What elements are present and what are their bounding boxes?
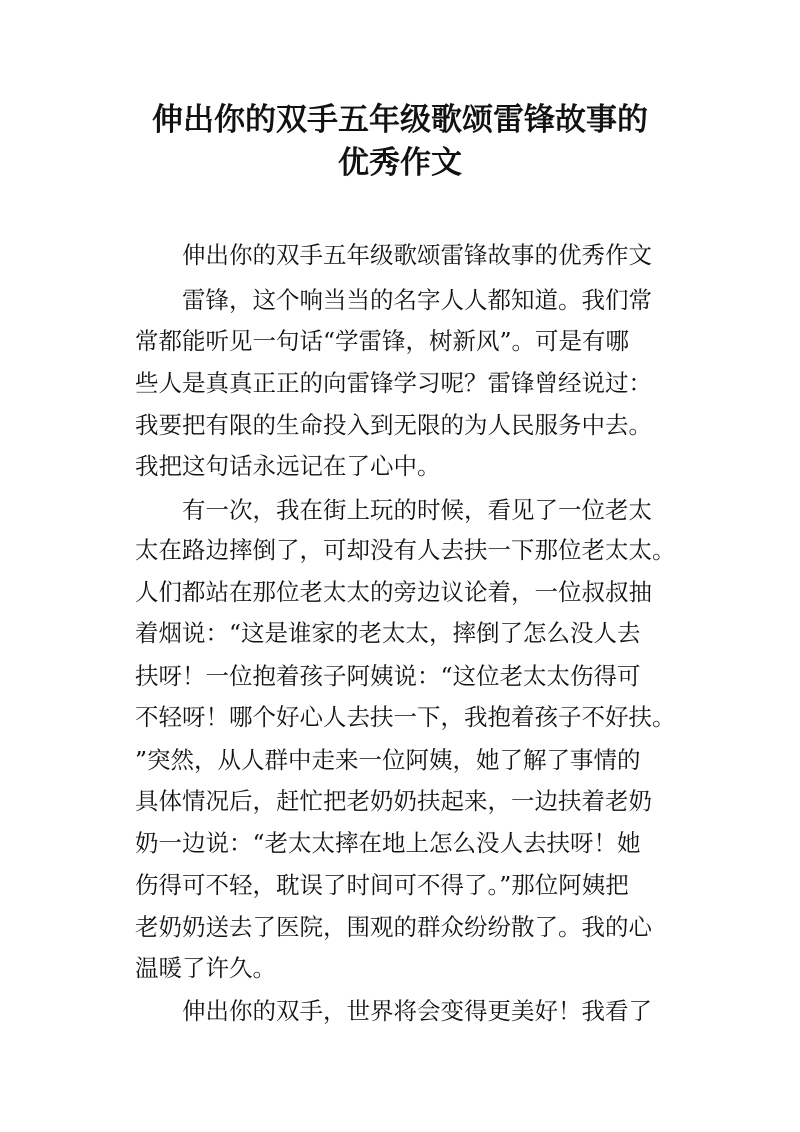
text-line-16: 伤得可不轻，耽误了时间可不得了。”那位阿姨把 [135, 871, 629, 899]
document-title-line-1: 伸出你的双手五年级歌颂雷锋故事的 [152, 102, 648, 138]
text-line-1: 伸出你的双手五年级歌颂雷锋故事的优秀作文 [182, 241, 652, 269]
text-line-11: 扶呀！一位抱着孩子阿姨说：“这位老太太伤得可 [135, 662, 641, 690]
text-line-15: 奶一边说：“老太太摔在地上怎么没人去扶呀！她 [135, 829, 641, 857]
text-line-2: 雷锋，这个响当当的名字人人都知道。我们常 [182, 286, 652, 314]
text-line-9: 人们都站在那位老太太的旁边议论着，一位叔叔抽 [135, 578, 652, 606]
text-line-3: 常都能听见一句话“学雷锋，树新风”。可是有哪 [135, 327, 630, 355]
text-line-14: 具体情况后，赶忙把老奶奶扶起来，一边扶着老奶 [135, 787, 652, 815]
text-line-19: 伸出你的双手，世界将会变得更美好！我看了 [182, 997, 652, 1025]
text-line-13: ”突然，从人群中走来一位阿姨，她了解了事情的 [135, 746, 641, 774]
text-line-12: 不轻呀！哪个好心人去扶一下，我抱着孩子不好扶。 [135, 703, 676, 731]
text-line-17: 老奶奶送去了医院，围观的群众纷纷散了。我的心 [135, 913, 652, 941]
text-line-6: 我把这句话永远记在了心中。 [135, 452, 441, 480]
text-line-4: 些人是真真正正的向雷锋学习呢？雷锋曾经说过： [135, 369, 652, 397]
text-line-5: 我要把有限的生命投入到无限的为人民服务中去。 [135, 411, 652, 439]
document-title-line-2: 优秀作文 [338, 145, 462, 181]
text-line-7: 有一次，我在街上玩的时候，看见了一位老太 [182, 496, 652, 524]
text-line-10: 着烟说：“这是谁家的老太太，摔倒了怎么没人去 [135, 619, 641, 647]
text-line-8: 太在路边摔倒了，可却没有人去扶一下那位老太太。 [135, 536, 676, 564]
text-line-18: 温暖了许久。 [135, 954, 276, 982]
